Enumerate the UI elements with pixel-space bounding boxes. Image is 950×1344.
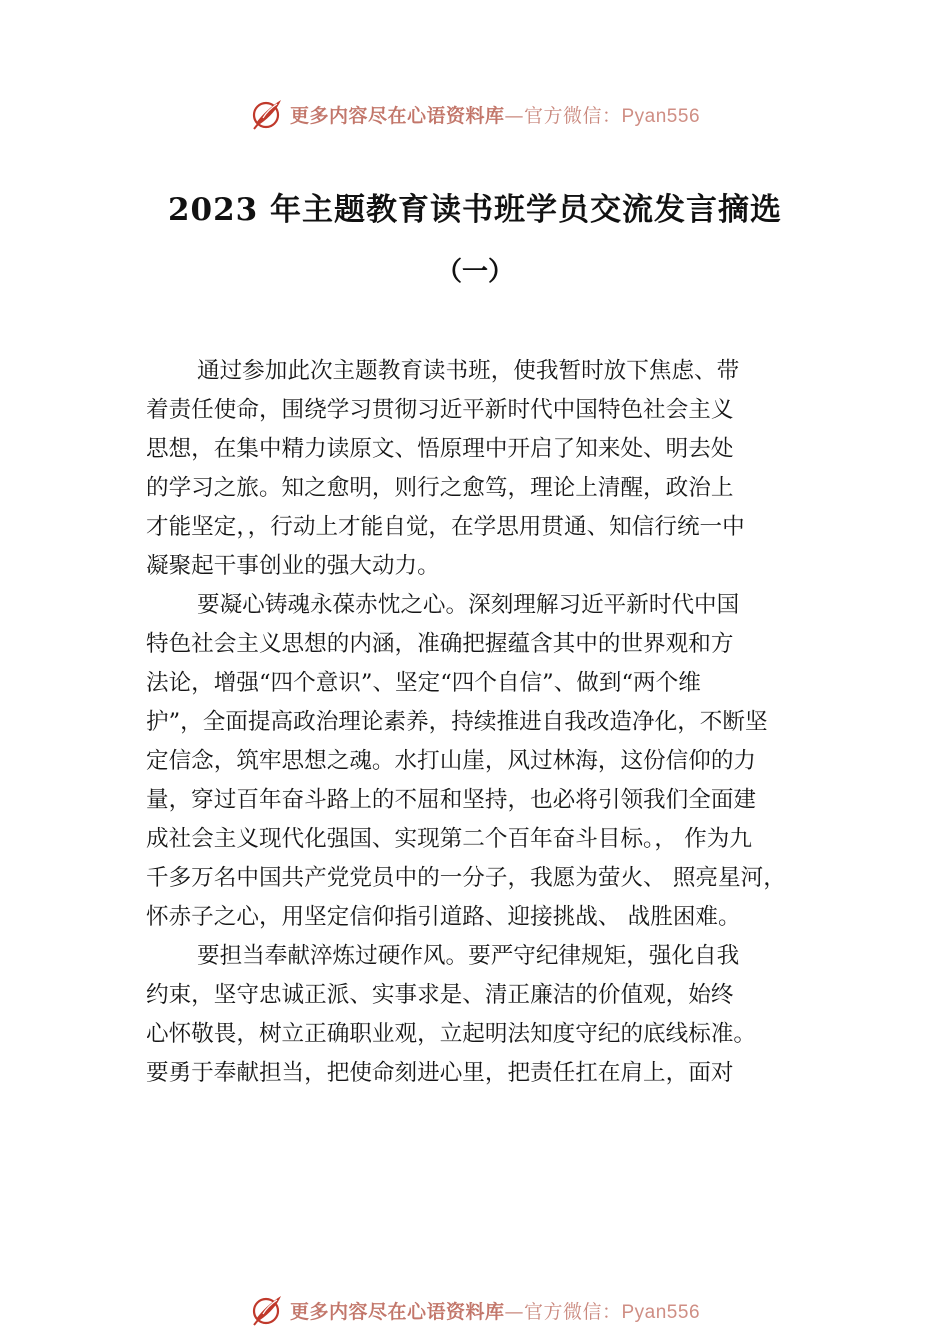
body-line: 护”，全面提高政治理论素养，持续推进自我改造净化，不断坚 <box>146 709 768 735</box>
body-line: 约束，坚守忠诚正派、实事求是、清正廉洁的价值观，始终 <box>146 982 734 1008</box>
footer-banner <box>0 1288 950 1332</box>
body-line: 量，穿过百年奋斗路上的不屈和坚持，也必将引领我们全面建 <box>146 787 757 813</box>
header-banner-wechat-id: Pyan556 <box>621 105 701 127</box>
body-line: 才能坚定，，行动上才能自觉，在学思用贯通、知信行统一中 <box>146 514 745 540</box>
body-line: 思想，在集中精力读原文、悟原理中开启了知来处、明去处 <box>146 436 734 462</box>
footer-banner-text <box>290 1297 700 1324</box>
body-line: 凝聚起干事创业的强大动力。 <box>146 553 440 579</box>
header-banner-secondary: —官方微信： <box>504 104 622 127</box>
header-banner <box>0 92 950 136</box>
document-title: 2023 年主题教育读书班学员交流发言摘选 <box>167 192 783 228</box>
header-banner-primary: 更多内容尽在心语资料库 <box>289 104 505 127</box>
body-line: 怀赤子之心，用坚定信仰指引道路、迎接挑战、 战胜困难。 <box>146 904 741 930</box>
body-line: 通过参加此次主题教育读书班，使我暂时放下焦虑、带 <box>197 358 740 384</box>
footer-banner-primary: 更多内容尽在心语资料库 <box>289 1300 505 1323</box>
body-line: 成社会主义现代化强国、实现第二个百年奋斗目标。， 作为九 <box>146 826 752 852</box>
body-line: 着责任使命，围绕学习贯彻习近平新时代中国特色社会主义 <box>146 397 734 423</box>
document-body <box>146 352 846 1093</box>
quill-pen-logo-icon <box>250 97 284 131</box>
document-subtitle: （一） <box>435 257 514 287</box>
body-line: 法论，增强“四个意识”、坚定“四个自信”、做到“两个维 <box>146 670 701 696</box>
body-line: 要担当奉献淬炼过硬作风。要严守纪律规矩，强化自我 <box>197 943 740 969</box>
body-line: 定信念，筑牢思想之魂。水打山崖，风过林海，这份信仰的力 <box>146 748 757 774</box>
header-banner-text <box>290 101 700 128</box>
body-line: 的学习之旅。知之愈明，则行之愈笃，理论上清醒，政治上 <box>146 475 734 501</box>
footer-banner-secondary: —官方微信： <box>504 1300 622 1323</box>
quill-pen-logo-icon <box>250 1293 284 1327</box>
body-line: 要勇于奉献担当，把使命刻进心里，把责任扛在肩上，面对 <box>146 1060 734 1086</box>
body-line: 心怀敬畏，树立正确职业观，立起明法知度守纪的底线标准。 <box>146 1021 757 1047</box>
body-line: 特色社会主义思想的内涵，准确把握蕴含其中的世界观和方 <box>146 631 734 657</box>
body-line: 千多万名中国共产党党员中的一分子，我愿为萤火、 照亮星河， <box>146 865 786 891</box>
body-line: 要凝心铸魂永葆赤忱之心。深刻理解习近平新时代中国 <box>197 592 740 618</box>
footer-banner-wechat-id: Pyan556 <box>621 1301 701 1323</box>
